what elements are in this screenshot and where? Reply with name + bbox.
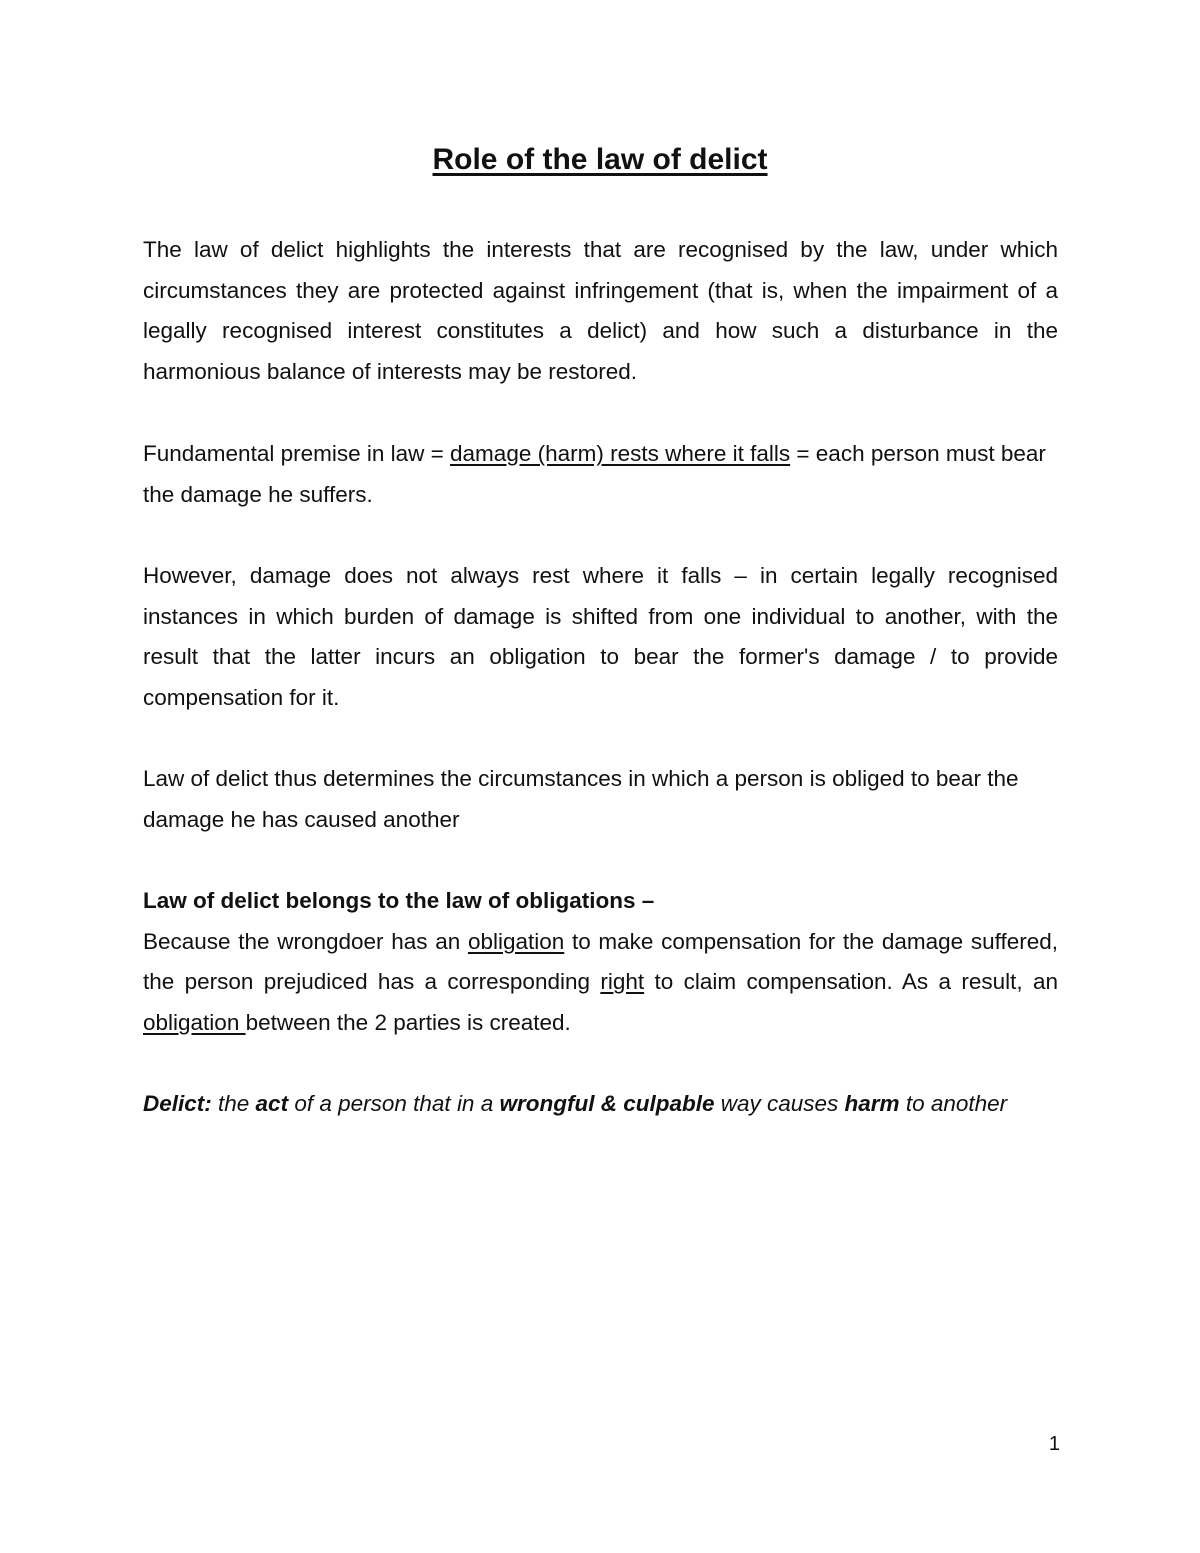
definition-term: Delict: (143, 1091, 212, 1116)
paragraph-fundamental-premise (143, 434, 1058, 515)
paragraph-role: The law of delict highlights the interests that are recognised by the law, under which circumstances they are protected against infringement (that is, when the impairment of a legally recognised interest constitutes a delict) and how such a disturbance in the harmonious balance of interests may be restored. (143, 237, 1058, 385)
obligations-text-4: between the 2 parties is created. (245, 1010, 571, 1036)
paragraph-law-of-delict-determines: Law of delict thus determines the circumstances in which a person is obliged to bear the damage he has caused another (143, 766, 1019, 832)
premise-text-after: = each person must bear the damage he suffers. (143, 441, 1046, 507)
page-number: 1 (1048, 1433, 1060, 1455)
obligations-text-3: to claim compensation. As a result, an (644, 969, 1058, 995)
section-law-of-obligations (143, 881, 1058, 1044)
premise-underlined-phrase: damage (harm) rests where it falls (450, 441, 791, 466)
definition-harm: harm (844, 1091, 900, 1116)
obligations-text-1: Because the wrongdoer has an (143, 928, 468, 954)
obligations-text-2: to make compensation for the damage suffered, the person prejudiced has a corresponding (143, 928, 1058, 995)
premise-text-before: Fundamental premise in law = (143, 441, 451, 466)
definition-text-2: of a person that in a (288, 1091, 500, 1116)
section-heading: Law of delict belongs to the law of obligations – (143, 888, 655, 913)
obligation-term: obligation (467, 928, 565, 954)
definition-text-3: way causes (714, 1091, 845, 1116)
definition-text-4: to another (899, 1091, 1008, 1116)
definition-act: act (255, 1091, 289, 1116)
right-term: right (600, 969, 645, 995)
obligation-term-2: obligation (143, 1010, 246, 1036)
paragraph-however: However, damage does not always rest where it falls – in certain legally recognised instances in which burden of damage is shifted from one individual to another, with the result that the latter incurs an obligation to bear the former's damage / to provide compensation for it. (143, 563, 1058, 711)
delict-definition (143, 1084, 1058, 1125)
obligations-paragraph (143, 922, 1058, 1044)
definition-text-1: the (211, 1091, 256, 1116)
definition-wrongful-culpable: wrongful & culpable (499, 1091, 715, 1116)
page-title: Role of the law of delict (432, 143, 768, 176)
